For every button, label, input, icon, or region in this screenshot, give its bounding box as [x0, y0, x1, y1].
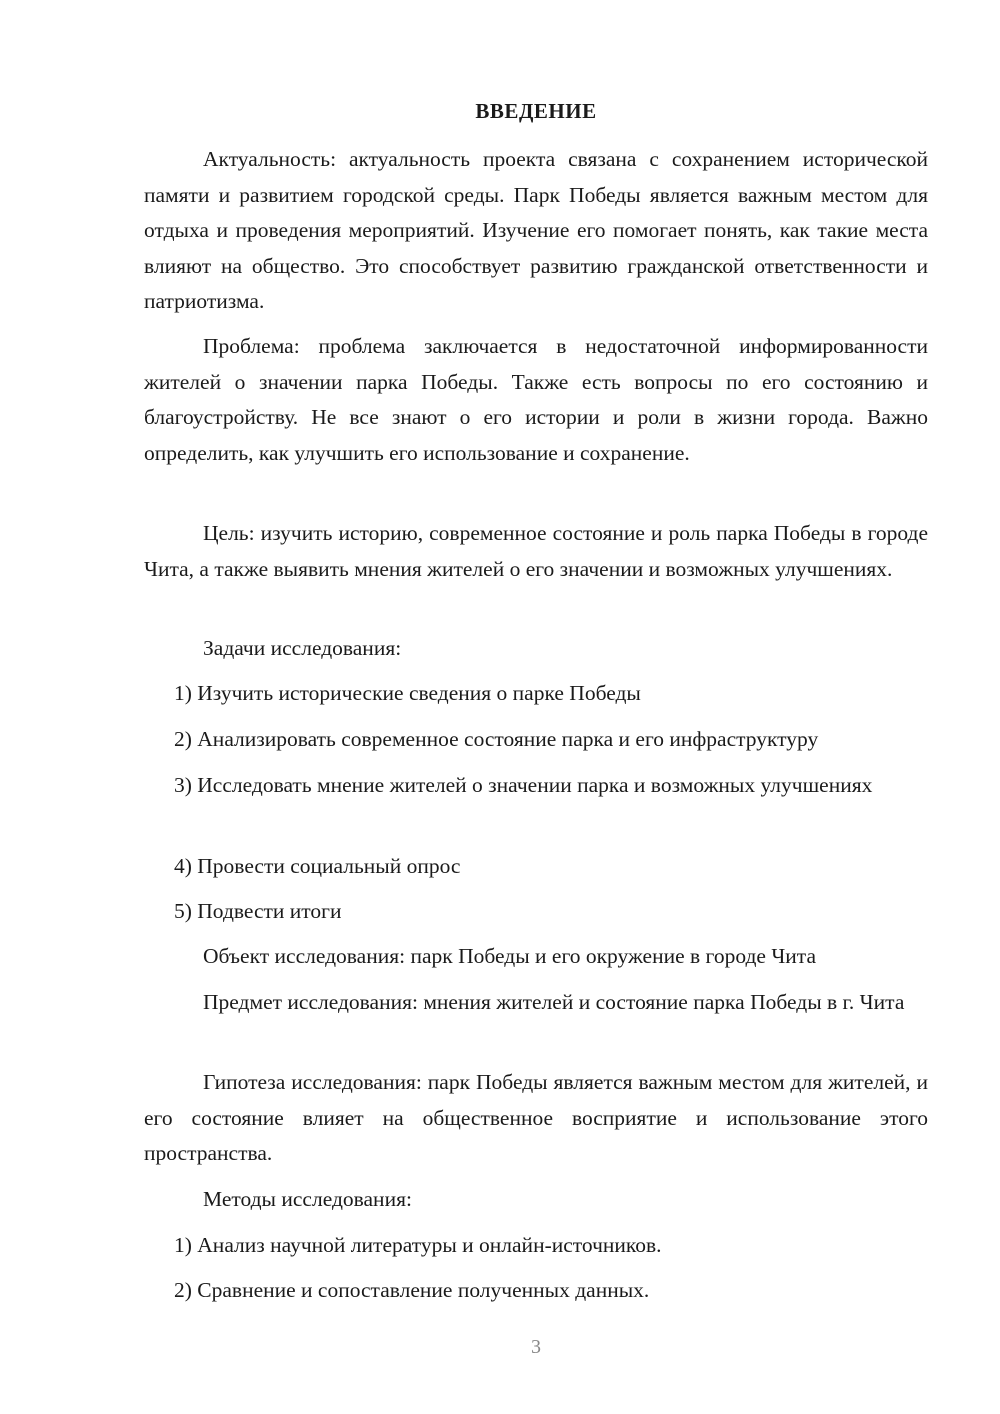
tasks-heading: Задачи исследования:: [203, 636, 402, 660]
subject-paragraph: Предмет исследования: мнения жителей и состояние парка Победы в г. Чита: [203, 990, 905, 1014]
page-number: 3: [531, 1336, 541, 1358]
method-item: 2) Сравнение и сопоставление полученных данных.: [174, 1278, 650, 1302]
method-item: 1) Анализ научной литературы и онлайн-источников.: [174, 1233, 662, 1257]
task-item: 3) Исследовать мнение жителей о значении парка и возможных улучшениях: [174, 773, 873, 797]
hypothesis-paragraph: Гипотеза исследования: парк Победы является важным местом для жителей, и его состояние влияет на общественное восприятие и использование этого пространства.: [144, 1070, 928, 1165]
object-paragraph: Объект исследования: парк Победы и его окружение в городе Чита: [203, 944, 817, 968]
methods-heading: Методы исследования:: [203, 1187, 412, 1211]
goal-paragraph: Цель: изучить историю, современное состояние и роль парка Победы в городе Чита, а также выявить мнения жителей о его значении и возможных улучшениях.: [144, 521, 928, 581]
task-item: 4) Провести социальный опрос: [174, 854, 461, 878]
page-title: ВВЕДЕНИЕ: [475, 99, 597, 123]
task-item: 2) Анализировать современное состояние парка и его инфраструктуру: [174, 727, 819, 751]
relevance-paragraph: Актуальность: актуальность проекта связана с сохранением исторической памяти и развитием городской среды. Парк Победы является важным местом для отдыха и проведения мероприятий. Изучение его помогает понять, как такие места влияют на общество. Это способствует развитию гражданской ответственности и патриотизма.: [144, 147, 928, 313]
problem-paragraph: Проблема: проблема заключается в недостаточной информированности жителей о значении парка Победы. Также есть вопросы по его состоянию и благоустройству. Не все знают о его истории и роли в жизни города. Важно определить, как улучшить его использование и сохранение.: [144, 334, 928, 465]
task-item: 5) Подвести итоги: [174, 899, 342, 923]
task-item: 1) Изучить исторические сведения о парке Победы: [174, 681, 641, 705]
